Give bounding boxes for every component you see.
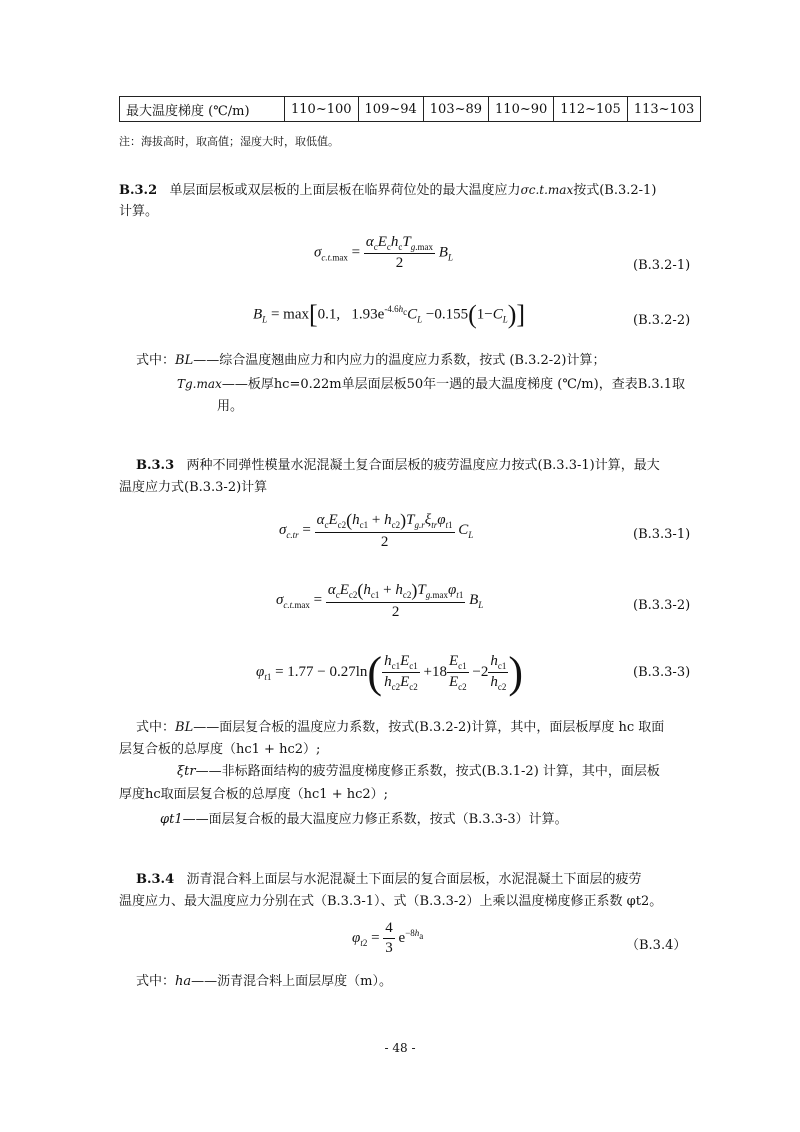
section-b33-line2: 温度应力式(B.3.3-2)计算	[119, 480, 268, 495]
where-b33-3	[160, 810, 568, 830]
equation-b331: $\sigma_{c.tr}$ = $\frac{\alpha_cE_{c2}(h_{c1} + h_{c2})T_{g.r}\xi_{tr}\varphi_{t1}}{2}$ $C_L$	[279, 510, 474, 550]
where-b33-1-cont: 层复合板的总厚度（hc1 + hc2）;	[119, 742, 321, 757]
section-text: 按式(B.3.2-1)	[573, 183, 657, 198]
where-b32-2-cont: 用。	[217, 399, 244, 414]
equation-number: (B.3.3-1)	[633, 527, 691, 542]
equation-number: (B.3.2-1)	[633, 258, 691, 273]
where-b32-1	[136, 351, 606, 371]
equation-b34: $\varphi_{t2}$ = $\frac{4}{3}$ $e^{-8h_a}$	[352, 920, 424, 956]
symbol: φt1	[160, 812, 183, 827]
where-text: ——沥青混合料上面层厚度（m）。	[191, 974, 392, 989]
section-text: 两种不同弹性模量水泥混凝土复合面层板的疲劳温度应力按式(B.3.3-1)计算，最大	[186, 458, 660, 473]
table-row	[120, 97, 701, 122]
where-prefix: 式中：	[136, 974, 176, 989]
equation-b333: $\varphi_{t1} = 1.77 - 0.27\ln$( $\frac{h_{c1}E_{c1}}{h_{c2}E_{c2}}$ +18 $\frac{E_{c1}}{E_{c2}}$ −2 $\frac{h_{c1}}{h_{c2}}$ )	[256, 648, 524, 697]
table-cell: 103~89	[423, 97, 488, 122]
where-prefix: 式中：	[136, 720, 176, 735]
where-text: ——综合温度翘曲应力和内应力的温度应力系数，按式 (B.3.2-2)计算；	[193, 353, 606, 368]
symbol: BL	[175, 720, 194, 735]
page-number: - 48 -	[384, 1041, 416, 1055]
where-prefix: 式中：	[136, 353, 176, 368]
where-b33-1	[136, 718, 664, 738]
section-b32-line1	[119, 180, 656, 201]
symbol: σc.t.max	[520, 183, 574, 197]
table-cell: 109~94	[358, 97, 423, 122]
equation-number: (B.3.3-3)	[633, 665, 691, 680]
where-text: ——非标路面结构的疲劳温度梯度修正系数，按式(B.3.1-2) 计算，其中，面层板	[195, 764, 660, 779]
symbol: ha	[175, 974, 192, 989]
where-b33-2	[177, 762, 660, 782]
equation-b322: $B_L = \max[0.1$, $1.93e^{-4.6h_c}C_L -0.155(1-C_L)$]	[253, 300, 526, 329]
table-cell: 110~90	[489, 97, 554, 122]
where-b34	[136, 972, 392, 992]
symbol: BL	[175, 353, 194, 368]
section-b34-line2: 温度应力、最大温度应力分别在式（B.3.3-1）、式（B.3.3-2）上乘以温度梯度修正系数 φt2。	[119, 894, 663, 909]
where-text: ——面层复合板的最大温度应力修正系数，按式（B.3.3-3）计算。	[182, 812, 568, 827]
section-text: 沥青混合料上面层与水泥混凝土下面层的复合面层板，水泥混凝土下面层的疲劳	[186, 872, 642, 887]
symbol: Tg.max	[177, 377, 222, 391]
where-text: ——面层复合板的温度应力系数，按式(B.3.2-2)计算，其中，面层板厚度 hc 取面	[193, 720, 665, 735]
section-text: 单层面层板或双层板的上面层板在临界荷位处的最大温度应力	[169, 183, 521, 198]
section-number: B.3.4	[136, 872, 175, 887]
section-number: B.3.2	[119, 183, 158, 198]
equation-b332: $\sigma_{c.t.max}$ = $\frac{\alpha_cE_{c2}(h_{c1} + h_{c2})T_{g.max}\varphi_{t1}}{2}$ $B_L$	[276, 580, 484, 620]
where-text: ——板厚hc=0.22m单层面层板50年一遇的最大温度梯度 (℃/m)，查表B.3.1取	[221, 377, 686, 392]
equation-number: (B.3.2-2)	[633, 313, 691, 328]
equation-number: （B.3.4）	[626, 938, 687, 953]
table-header-cell: 最大温度梯度 (℃/m)	[120, 97, 285, 122]
equation-number: (B.3.3-2)	[633, 598, 691, 613]
section-number: B.3.3	[136, 458, 175, 473]
table-cell: 110~100	[285, 97, 359, 122]
table-cell: 113~103	[627, 97, 701, 122]
section-b34-line1	[136, 870, 642, 890]
where-b33-2-cont: 厚度hc取面层复合板的总厚度（hc1 + hc2）;	[119, 787, 389, 802]
table-cell: 112~105	[554, 97, 628, 122]
temperature-gradient-table	[119, 96, 701, 122]
table-note: 注：海拔高时，取高值；湿度大时，取低值。	[119, 135, 339, 148]
equation-b321: $\sigma_{c.t.max}$ = $\frac{\alpha_cE_ch_cT_{g.max}}{2}$ $B_L$	[314, 234, 453, 271]
section-b33-line1	[136, 456, 660, 476]
where-b32-2	[177, 374, 685, 395]
section-b32-line2: 计算。	[119, 204, 159, 219]
symbol: ξtr	[177, 764, 196, 779]
